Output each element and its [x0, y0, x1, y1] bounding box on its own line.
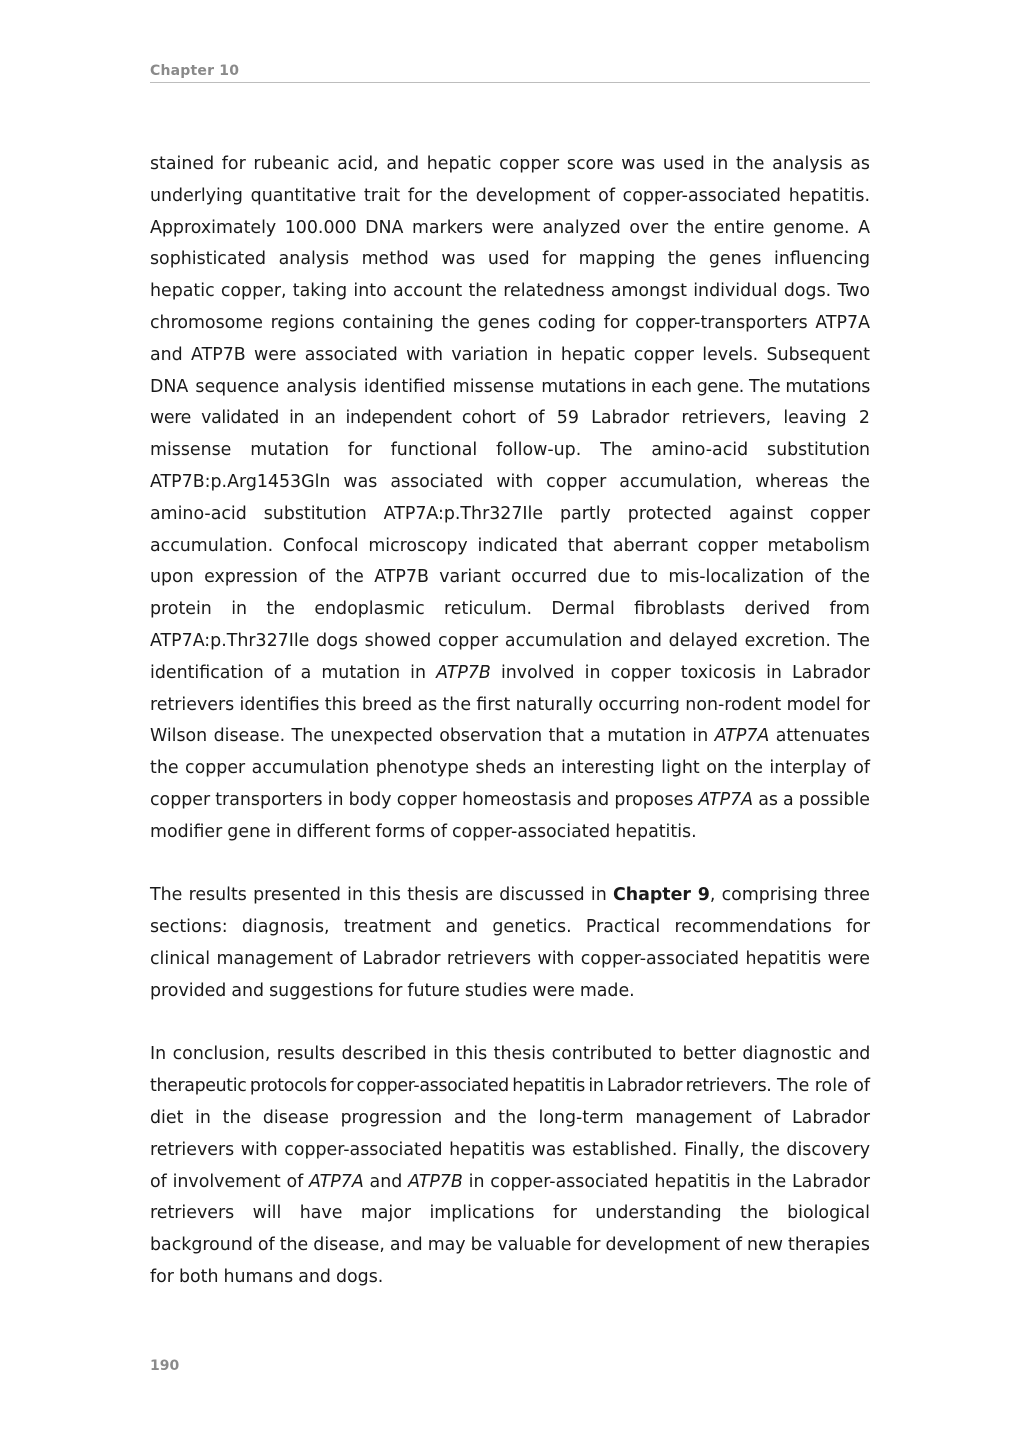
- text-run: and therapeutic protocols for copper-associated hepatitis in Labrador retrievers.: [150, 1044, 870, 1097]
- paragraph-conclusion: [150, 1039, 870, 1293]
- gene-name-italic: ATP7B: [408, 1171, 463, 1192]
- chapter-label: Chapter 10: [150, 63, 240, 79]
- gene-name-italic: ATP7A: [714, 726, 770, 747]
- running-header: [150, 60, 870, 83]
- text-run: in copper-associated hepatitis in the Labrador retrievers will have major implications for understanding the biological background of the disease, and may be valuable for development of new therapies for both humans and dogs.: [150, 1171, 870, 1287]
- gene-name-italic: ATP7A: [309, 1171, 364, 1192]
- text-run: mutations in each gene. The mutations were validated in an independent cohort: [150, 376, 870, 429]
- text-run: The results presented in this thesis are discussed in: [150, 885, 613, 906]
- text-run: involved in copper toxicosis in Labrador retrievers identifies this breed as the first naturally occurring non-rodent model for Wilson disease. The unexpected observation that a mutation in: [150, 662, 871, 747]
- text-run: as a possible modifier gene in different forms of copper-associated hepatitis.: [150, 789, 870, 842]
- paragraph-discussion: [150, 880, 870, 1007]
- gene-name-italic: ATP7A: [698, 789, 754, 810]
- body-text: [150, 149, 870, 1325]
- page-number: 190: [150, 1358, 180, 1374]
- gene-name-italic: ATP7B: [436, 662, 491, 683]
- text-run: stained for rubeanic acid, and hepatic copper score was used in the analysis as underlying quantitative trait for the development of copper-associated hepatitis. Approximately 100.000 DNA markers were analyzed over the entire genome. A sophisticated analysis method was used for mapping the genes influencing hepatic copper, taking into account the relatedness amongst individual dogs. Two chromosome regions containing the genes coding for copper-transporters ATP7A and ATP7B were associated with variation in hepatic copper levels. Subsequent DNA sequence analysis identified missense: [150, 154, 870, 397]
- text-run: of 59 Labrador retrievers, leaving 2 missense mutation for functional follow-up. The amino-acid substitution ATP7B:p.Arg1453Gln was associated with copper accumulation, whereas the amino-acid substitution ATP7A:p.Thr327Ile partly protected against copper accumulation. Confocal microscopy indicated that aberrant copper metabolism upon expression of the ATP7B variant occurred due to mis-localization of the protein in the endoplasmic reticulum. Dermal fibroblasts derived from ATP7A:p.Thr327Ile dogs showed copper accumulation and delayed excretion. The identification of a mutation in: [150, 408, 870, 683]
- text-run: In conclusion, results described in this thesis contributed to better diagnostic: [150, 1044, 839, 1065]
- text-run: attenuates the copper accumulation phenotype sheds an interesting light on the interplay of copper transporters in body copper homeostasis and proposes: [150, 726, 870, 810]
- text-run: and: [363, 1171, 409, 1192]
- text-run: , comprising three sections: diagnosis, treatment and genetics. Practical recommendations for clinical management of Labrador retrievers with copper-associated hepatitis were provided and suggestions for future studies were made.: [150, 885, 870, 1001]
- paragraph-summary-genetics: [150, 149, 870, 849]
- text-run: The role of diet in the disease progression and the long-term management of Labrador retrievers with copper-associated hepatitis was established. Finally, the discovery of involvement of: [150, 1076, 870, 1192]
- chapter-reference-bold: Chapter 9: [612, 885, 710, 906]
